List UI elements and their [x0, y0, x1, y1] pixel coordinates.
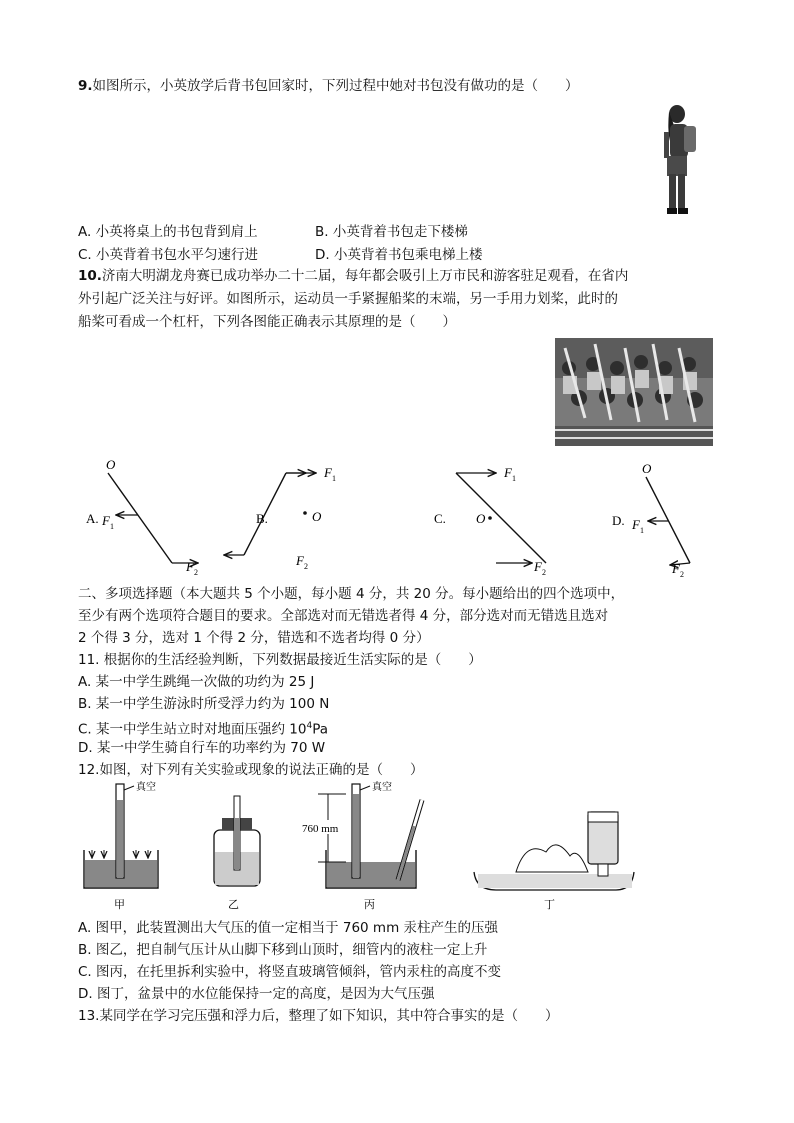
diagram-d-o: O: [642, 461, 652, 476]
q11-option-d: D. 某一中学生骑自行车的功率约为 70 W: [78, 740, 326, 756]
q11-option-c: [78, 716, 328, 740]
q12-option-d: D. 图丁，盆景中的水位能保持一定的高度，是因为大气压强: [78, 986, 435, 1002]
figure-bing: [300, 780, 422, 911]
q11-stem: 11. 根据你的生活经验判断，下列数据最接近生活实际的是（ ）: [78, 652, 482, 668]
diagram-a-f2-sub: 2: [194, 568, 198, 577]
diagram-c-o: O: [476, 511, 486, 526]
q9-option-a: A. 小英将桌上的书包背到肩上: [78, 224, 258, 240]
lever-diagram-a: [86, 457, 198, 577]
figure-jia-vacuum: 真空: [136, 782, 156, 793]
diagram-a-f1: F: [102, 513, 110, 528]
q10-stem-line-3: 船桨可看成一个杠杆，下列各图能正确表示其原理的是（ ）: [78, 314, 456, 330]
q12-stem: 12.如图，对下列有关实验或现象的说法正确的是（ ）: [78, 762, 424, 778]
figure-ding-label: 丁: [544, 899, 555, 911]
diagram-d-f2: F: [672, 561, 680, 576]
diagram-a-o: O: [106, 457, 116, 472]
diagram-b-o: O: [312, 509, 322, 524]
diagram-d-label: D.: [612, 513, 625, 528]
q12-figures: [76, 780, 636, 912]
q11-option-c-unit: Pa: [312, 721, 329, 738]
q12-option-c: C. 图丙，在托里拆利实验中，将竖直玻璃管倾斜，管内汞柱的高度不变: [78, 964, 502, 980]
diagram-d-f1: F: [632, 517, 640, 532]
lever-diagram-c: [434, 465, 546, 577]
q12-option-b: B. 图乙，把自制气压计从山脚下移到山顶时，细管内的液柱一定上升: [78, 942, 488, 958]
diagram-c-label: C.: [434, 511, 446, 526]
q10-stem-line-2: 外引起广泛关注与好评。如图所示，运动员一手紧握船桨的末端，另一手用力划桨，此时的: [78, 291, 618, 307]
diagram-c-f2: F: [534, 559, 542, 574]
q10-stem-text-1: 济南大明湖龙舟赛已成功举办二十二届，每年都会吸引上万市民和游客驻足观看，在省内: [101, 268, 629, 284]
figure-jia-label: 甲: [114, 899, 125, 911]
diagram-a-f2: F: [186, 559, 194, 574]
lever-diagrams: [76, 455, 716, 583]
q13-stem: 13.某同学在学习完压强和浮力后，整理了如下知识，其中符合事实的是（ ）: [78, 1008, 559, 1024]
figure-bing-label: 丙: [364, 899, 375, 911]
diagram-b-f1-sub: 1: [332, 474, 336, 483]
diagram-a-f1-sub: 1: [110, 522, 114, 531]
section2-line-1: 二、多项选择题（本大题共 5 个小题，每小题 4 分，共 20 分。每小题给出的四个选项中，: [78, 586, 625, 602]
q11-option-a: A. 某一中学生跳绳一次做的功约为 25 J: [78, 674, 315, 690]
q9-option-c: C. 小英背着书包水平匀速行进: [78, 247, 259, 263]
diagram-c-f2-sub: 2: [542, 568, 546, 577]
figure-jia: [84, 780, 158, 911]
figure-ding: [474, 812, 634, 911]
q9-number: 9.: [78, 78, 93, 94]
diagram-d-f2-sub: 2: [680, 570, 684, 579]
dragon-boat-photo: [555, 338, 713, 446]
diagram-b-f1: F: [324, 465, 332, 480]
figure-bing-vacuum: 真空: [372, 782, 392, 793]
section2-line-3: 2 个得 3 分，选对 1 个得 2 分，错选和不选者均得 0 分）: [78, 630, 430, 646]
q11-option-c-exponent: 4: [306, 721, 313, 731]
q11-option-c-text: C. 某一中学生站立时对地面压强约 10: [78, 721, 307, 738]
q9-option-d: D. 小英背着书包乘电梯上楼: [315, 247, 483, 263]
q10-number: 10.: [78, 268, 102, 284]
q10-stem-line-1: [78, 266, 628, 286]
lever-diagram-b: [224, 465, 336, 571]
lever-diagram-d: [612, 461, 690, 579]
section2-line-2: 至少有两个选项符合题目的要求。全部选对而无错选者得 4 分，部分选对而无错选且选对: [78, 608, 609, 624]
q12-option-a: A. 图甲，此装置测出大气压的值一定相当于 760 mm 汞柱产生的压强: [78, 920, 499, 936]
figure-bing-height: 760 mm: [302, 823, 339, 835]
diagram-b-f2: F: [296, 553, 304, 568]
diagram-b-label: B.: [256, 511, 268, 526]
diagram-b-f2-sub: 2: [304, 562, 308, 571]
diagram-a-label: A.: [86, 511, 99, 526]
figure-yi-label: 乙: [228, 899, 239, 911]
q11-option-b: B. 某一中学生游泳时所受浮力约为 100 N: [78, 696, 330, 712]
girl-backpack-image: [655, 104, 705, 220]
diagram-c-f1: F: [504, 465, 512, 480]
q9-stem-text: 如图所示，小英放学后背书包回家时，下列过程中她对书包没有做功的是（ ）: [92, 78, 579, 94]
diagram-d-f1-sub: 1: [640, 526, 644, 535]
diagram-c-f1-sub: 1: [512, 474, 516, 483]
q9-stem: [78, 76, 579, 96]
figure-yi: [214, 796, 260, 911]
q9-option-b: B. 小英背着书包走下楼梯: [315, 224, 468, 240]
